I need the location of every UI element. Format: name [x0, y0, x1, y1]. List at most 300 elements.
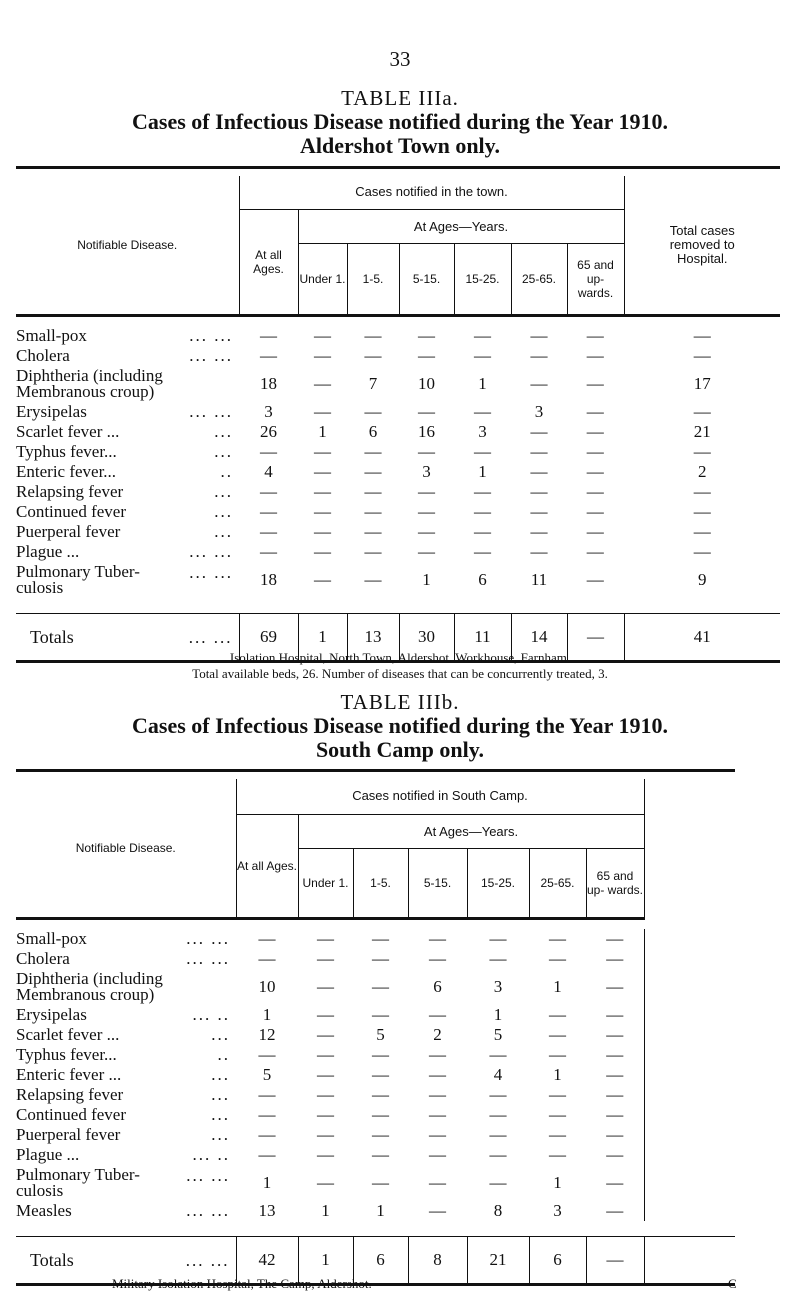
age-cell: — — [364, 521, 382, 541]
age-cell: 3 — [553, 1200, 562, 1220]
age-cell: — — [314, 441, 331, 461]
disease-cell — [16, 482, 239, 502]
age-cell: 5 — [493, 1024, 503, 1044]
age-cell: — — [364, 481, 382, 501]
age-cell: — — [372, 1044, 389, 1064]
table-b-title: Cases of Infectious Disease notified during the Year 1910. — [132, 713, 668, 738]
table-row — [16, 969, 735, 1005]
all-ages-cell: — — [260, 541, 277, 561]
leader-dots: ... — [214, 422, 233, 441]
disease-cell — [16, 422, 239, 442]
removed-cell: — — [693, 401, 711, 421]
disease-name: Puerperal fever — [16, 522, 121, 541]
header-age-col: 65 and up- wards. — [586, 849, 644, 919]
removed-cell: — — [693, 541, 711, 561]
age-cell: 3 — [422, 461, 431, 481]
all-ages-cell: — — [260, 325, 277, 345]
leader-dots: ... — [214, 482, 233, 501]
totals-age-cell: 1 — [298, 1237, 353, 1285]
header-ages-group: At Ages—Years. — [298, 815, 644, 849]
blank-cell — [644, 969, 735, 1005]
age-cell: — — [474, 501, 491, 521]
leader-dots: ... ... — [186, 1201, 230, 1220]
table-b-header — [16, 771, 735, 919]
leader-dots: ... .. — [192, 1005, 230, 1024]
header-disease: Notifiable Disease. — [16, 176, 239, 316]
table-row — [16, 929, 735, 949]
age-cell: — — [586, 521, 604, 541]
all-ages-cell: — — [258, 1104, 276, 1124]
age-cell: — — [586, 401, 604, 421]
age-cell: — — [314, 501, 331, 521]
blank-cell — [644, 1105, 735, 1125]
disease-name: Small-pox — [16, 326, 87, 345]
removed-cell: 2 — [698, 461, 707, 481]
age-cell: — — [429, 1084, 446, 1104]
removed-cell: — — [693, 501, 711, 521]
leader-dots: ... ... — [188, 627, 233, 647]
disease-cell — [16, 366, 239, 402]
blank-cell — [644, 949, 735, 969]
disease-cell — [16, 969, 236, 1005]
disease-name: Erysipelas — [16, 1005, 87, 1024]
disease-name: Puerperal fever — [16, 1125, 121, 1144]
age-cell: — — [586, 501, 604, 521]
age-cell: — — [606, 1104, 624, 1124]
age-cell: — — [418, 521, 435, 541]
header-age-col: 25-65. — [529, 849, 586, 919]
age-cell: — — [429, 948, 446, 968]
totals-all-ages: 69 — [239, 614, 298, 662]
all-ages-cell: — — [258, 1144, 276, 1164]
all-ages-cell: 12 — [258, 1024, 276, 1044]
disease-cell — [16, 1145, 236, 1165]
blank-cell — [644, 1085, 735, 1105]
disease-cell — [16, 1045, 236, 1065]
age-cell: — — [364, 441, 382, 461]
age-cell: — — [372, 1124, 389, 1144]
all-ages-cell: — — [258, 928, 276, 948]
age-cell: — — [418, 541, 435, 561]
disease-name: Measles — [16, 1201, 72, 1220]
leader-dots: ... — [214, 502, 233, 521]
table-row — [16, 1201, 735, 1221]
header-blank — [644, 779, 735, 919]
age-cell: — — [606, 1004, 624, 1024]
all-ages-cell: 18 — [260, 373, 277, 393]
age-cell: — — [606, 1144, 624, 1164]
age-cell: — — [489, 1172, 507, 1192]
age-cell: — — [429, 1004, 446, 1024]
table-b-body — [16, 919, 735, 1285]
disease-cell — [16, 542, 239, 562]
age-cell: — — [429, 1124, 446, 1144]
age-cell: — — [530, 441, 548, 461]
table-row — [16, 346, 780, 366]
age-cell: — — [314, 373, 331, 393]
age-cell: — — [364, 569, 382, 589]
leader-dots: .. — [220, 462, 233, 481]
all-ages-cell: — — [260, 501, 277, 521]
age-cell: — — [606, 948, 624, 968]
age-cell: — — [530, 461, 548, 481]
leader-dots: ... ... — [185, 1250, 230, 1270]
all-ages-cell: 5 — [262, 1064, 272, 1084]
table-b-subtitle: South Camp only. — [315, 737, 485, 762]
leader-dots: ... ... — [189, 402, 233, 421]
age-cell: — — [606, 976, 624, 996]
header-age-col: Under 1. — [298, 244, 347, 316]
totals-age-cell: 13 — [347, 614, 399, 662]
age-cell: 6 — [368, 421, 378, 441]
table-row — [16, 542, 780, 562]
age-cell: — — [549, 1144, 566, 1164]
age-cell: — — [372, 976, 389, 996]
header-ages-group: At Ages—Years. — [298, 210, 624, 244]
leader-dots: ... — [211, 1125, 230, 1144]
spacer-cell — [16, 316, 780, 326]
age-cell: — — [586, 569, 604, 589]
age-cell: — — [549, 1004, 566, 1024]
blank-cell — [644, 1145, 735, 1165]
spacer-cell — [16, 598, 780, 614]
all-ages-cell: 4 — [264, 461, 273, 481]
leader-dots: ... ... — [189, 326, 233, 345]
age-cell: — — [489, 928, 507, 948]
age-cell: — — [474, 541, 491, 561]
age-cell: — — [364, 541, 382, 561]
leader-dots: ... — [211, 1065, 230, 1084]
age-cell: — — [530, 481, 548, 501]
header-age-col: 1-5. — [353, 849, 408, 919]
header-age-col: 1-5. — [347, 244, 399, 316]
age-cell: — — [314, 325, 331, 345]
table-row — [16, 462, 780, 482]
age-cell: — — [429, 1044, 446, 1064]
removed-cell: — — [693, 441, 711, 461]
age-cell: — — [489, 1044, 507, 1064]
header-cases-group: Cases notified in South Camp. — [236, 779, 644, 815]
totals-age-cell: — — [586, 1237, 644, 1285]
page-number: 33 — [389, 47, 411, 71]
age-cell: 3 — [478, 421, 487, 441]
age-cell: 2 — [433, 1024, 442, 1044]
header-age-col: 65 and up- wards. — [567, 244, 624, 316]
blank-cell — [644, 1045, 735, 1065]
table-row — [16, 1025, 735, 1045]
age-cell: — — [474, 481, 491, 501]
table-row — [16, 1005, 735, 1025]
table-row — [16, 402, 780, 422]
age-cell: — — [314, 401, 331, 421]
leader-dots: ... ... — [186, 929, 230, 948]
age-cell: — — [586, 345, 604, 365]
table-row — [16, 502, 780, 522]
disease-cell — [16, 502, 239, 522]
age-cell: 6 — [478, 569, 487, 589]
age-cell: — — [418, 441, 435, 461]
spacer-row — [16, 1221, 735, 1237]
age-cell: 3 — [534, 401, 544, 421]
age-cell: 4 — [493, 1064, 503, 1084]
totals-age-cell: 14 — [511, 614, 567, 662]
header-all-ages: At all Ages. — [236, 815, 298, 919]
disease-name: Continued fever — [16, 1105, 126, 1124]
age-cell: — — [429, 1144, 446, 1164]
blank-cell — [644, 1237, 735, 1285]
all-ages-cell: 10 — [258, 976, 276, 996]
removed-cell: — — [693, 521, 711, 541]
age-cell: — — [489, 1124, 507, 1144]
age-cell: — — [317, 1172, 334, 1192]
all-ages-cell: — — [260, 521, 277, 541]
age-cell: — — [549, 1104, 566, 1124]
age-cell: — — [314, 521, 331, 541]
table-row — [16, 1045, 735, 1065]
removed-cell: — — [693, 481, 711, 501]
leader-dots: .. — [217, 1045, 230, 1064]
disease-cell — [16, 929, 236, 949]
disease-name: Scarlet fever ... — [16, 422, 120, 441]
age-cell: 8 — [493, 1200, 503, 1220]
age-cell: — — [314, 345, 331, 365]
table-row — [16, 1165, 735, 1201]
age-cell: — — [586, 481, 604, 501]
blank-cell — [644, 1165, 735, 1201]
age-cell: 1 — [478, 373, 487, 393]
table-a-title: Cases of Infectious Disease notified during the Year 1910. — [132, 109, 668, 134]
age-cell: — — [317, 928, 334, 948]
age-cell: — — [314, 481, 331, 501]
age-cell: — — [530, 501, 548, 521]
spacer-cell — [16, 1221, 735, 1237]
age-cell: — — [364, 461, 382, 481]
age-cell: — — [474, 345, 491, 365]
leader-dots: ... ... — [186, 949, 230, 968]
removed-cell: — — [693, 325, 711, 345]
totals-label: Totals — [30, 626, 74, 647]
age-cell: — — [489, 1084, 507, 1104]
age-cell: — — [372, 928, 389, 948]
disease-cell — [16, 462, 239, 482]
age-cell: — — [418, 325, 435, 345]
age-cell: — — [549, 1024, 566, 1044]
age-cell: — — [317, 948, 334, 968]
totals-age-cell: 6 — [529, 1237, 586, 1285]
disease-name: Erysipelas — [16, 402, 87, 421]
leader-dots: ... ... — [189, 346, 233, 365]
age-cell: — — [317, 1024, 334, 1044]
age-cell: 1 — [553, 1172, 562, 1192]
blank-cell — [644, 1065, 735, 1085]
age-cell: — — [314, 569, 331, 589]
age-cell: — — [314, 461, 331, 481]
disease-cell — [16, 1201, 236, 1221]
age-cell: 1 — [478, 461, 487, 481]
age-cell: 10 — [418, 373, 435, 393]
all-ages-cell: — — [258, 1044, 276, 1064]
all-ages-cell: — — [260, 481, 277, 501]
table-row — [16, 1105, 735, 1125]
disease-name: Small-pox — [16, 929, 87, 948]
age-cell: — — [549, 1044, 566, 1064]
spacer-row — [16, 598, 780, 614]
leader-dots: ... ... — [189, 562, 233, 582]
totals-label: Totals — [30, 1249, 74, 1270]
age-cell: — — [474, 401, 491, 421]
table-a-note-2: Total available beds, 26. Number of diseases that can be concurrently treated, 3. — [192, 666, 608, 681]
age-cell: — — [418, 345, 435, 365]
table-a-header — [16, 168, 780, 316]
disease-cell — [16, 1025, 236, 1045]
header-age-col: 15-25. — [467, 849, 529, 919]
disease-name: Diphtheria (including Membranous croup) — [16, 968, 163, 1004]
all-ages-cell: 18 — [260, 569, 277, 589]
disease-name: Enteric fever... — [16, 462, 117, 481]
leader-dots: ... .. — [192, 1145, 230, 1164]
age-cell: — — [549, 1084, 566, 1104]
leader-dots: ... — [211, 1025, 230, 1044]
age-cell: — — [418, 501, 435, 521]
blank-cell — [644, 1025, 735, 1045]
age-cell: — — [418, 481, 435, 501]
table-row — [16, 1085, 735, 1105]
table-a-subtitle: Aldershot Town only. — [300, 133, 500, 158]
age-cell: — — [606, 928, 624, 948]
age-cell: — — [489, 948, 507, 968]
all-ages-cell: — — [258, 1084, 276, 1104]
age-cell: — — [429, 1172, 446, 1192]
footer-text: Military Isolation Hospital, The Camp, Aldershot. — [112, 1276, 372, 1291]
age-cell: — — [317, 1044, 334, 1064]
disease-cell — [16, 1065, 236, 1085]
disease-name: Pulmonary Tuber- culosis — [16, 561, 140, 597]
leader-dots: ... — [214, 442, 233, 461]
spacer-row — [16, 316, 780, 326]
table-row — [16, 1065, 735, 1085]
all-ages-cell: — — [260, 345, 277, 365]
totals-age-cell: 30 — [399, 614, 454, 662]
table-a-note-1: Isolation Hospital, North Town, Aldershot. Workhouse, Farnham. — [229, 650, 571, 665]
disease-name: Enteric fever ... — [16, 1065, 122, 1084]
age-cell: — — [549, 1124, 566, 1144]
age-cell: — — [429, 1064, 446, 1084]
age-cell: 1 — [376, 1200, 385, 1220]
leader-dots: ... — [211, 1105, 230, 1124]
age-cell: 1 — [321, 1200, 330, 1220]
disease-name: Relapsing fever — [16, 1085, 124, 1104]
age-cell: 1 — [318, 421, 327, 441]
totals-age-cell: 21 — [467, 1237, 529, 1285]
age-cell: — — [586, 373, 604, 393]
disease-cell — [16, 1125, 236, 1145]
totals-all-ages: 42 — [236, 1237, 298, 1285]
footer-mark: C — [728, 1276, 737, 1291]
age-cell: — — [489, 1144, 507, 1164]
age-cell: 1 — [553, 1064, 562, 1084]
table-row — [16, 1145, 735, 1165]
age-cell: — — [530, 345, 548, 365]
header-age-col: 5-15. — [408, 849, 467, 919]
age-cell: — — [429, 1104, 446, 1124]
removed-cell: 21 — [693, 421, 711, 441]
disease-cell — [16, 402, 239, 422]
totals-age-cell: 8 — [408, 1237, 467, 1285]
age-cell: — — [418, 401, 435, 421]
age-cell: 3 — [493, 976, 503, 996]
age-cell: — — [606, 1172, 624, 1192]
totals-removed: 41 — [624, 614, 780, 662]
removed-cell: — — [693, 345, 711, 365]
table-a-caption: TABLE IIIa. — [341, 86, 459, 110]
all-ages-cell: 1 — [262, 1172, 272, 1192]
age-cell: — — [606, 1044, 624, 1064]
removed-cell: 9 — [698, 569, 707, 589]
age-cell: 16 — [418, 421, 435, 441]
disease-cell — [16, 1005, 236, 1025]
table-row — [16, 442, 780, 462]
age-cell: — — [474, 521, 491, 541]
header-age-col: Under 1. — [298, 849, 353, 919]
age-cell: — — [549, 928, 566, 948]
age-cell: — — [429, 928, 446, 948]
all-ages-cell: — — [258, 1124, 276, 1144]
age-cell: — — [606, 1084, 624, 1104]
removed-cell: 17 — [693, 373, 711, 393]
table-a — [16, 166, 780, 663]
leader-dots: ... — [214, 522, 233, 541]
age-cell: — — [606, 1200, 624, 1220]
age-cell: — — [586, 541, 604, 561]
header-age-col: 5-15. — [399, 244, 454, 316]
age-cell: — — [474, 325, 491, 345]
age-cell: — — [372, 948, 389, 968]
age-cell: — — [530, 373, 548, 393]
disease-cell — [16, 1165, 236, 1201]
age-cell: — — [372, 1004, 389, 1024]
all-ages-cell: — — [258, 948, 276, 968]
header-disease: Notifiable Disease. — [16, 779, 236, 919]
age-cell: — — [364, 325, 382, 345]
table-b — [16, 769, 735, 1286]
totals-age-cell: — — [567, 614, 624, 662]
age-cell: — — [372, 1172, 389, 1192]
age-cell: — — [372, 1104, 389, 1124]
table-row — [16, 1125, 735, 1145]
age-cell: — — [530, 325, 548, 345]
blank-cell — [644, 1005, 735, 1025]
age-cell: — — [372, 1144, 389, 1164]
header-age-col: 25-65. — [511, 244, 567, 316]
age-cell: — — [317, 1104, 334, 1124]
age-cell: — — [606, 1064, 624, 1084]
header-removed: Total cases removed to Hospital. — [624, 176, 780, 316]
all-ages-cell: 3 — [264, 401, 273, 421]
age-cell: 11 — [530, 569, 548, 589]
totals-age-cell: 11 — [454, 614, 511, 662]
all-ages-cell: 26 — [260, 421, 277, 441]
header-age-col: 15-25. — [454, 244, 511, 316]
table-row — [16, 522, 780, 542]
disease-name: Typhus fever... — [16, 1045, 117, 1064]
disease-name: Relapsing fever — [16, 482, 124, 501]
disease-cell — [16, 1105, 236, 1125]
disease-cell — [16, 522, 239, 542]
age-cell: — — [372, 1084, 389, 1104]
age-cell: — — [364, 501, 382, 521]
blank-cell — [644, 1201, 735, 1221]
disease-name: Continued fever — [16, 502, 126, 521]
